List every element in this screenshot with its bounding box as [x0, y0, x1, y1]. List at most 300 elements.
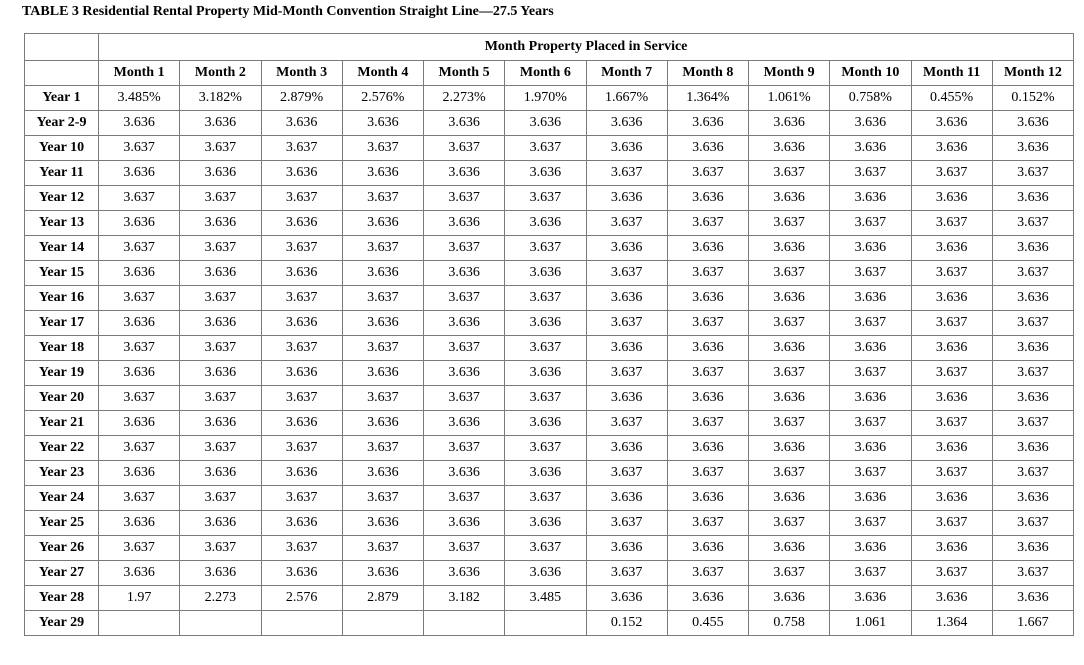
table-cell: 3.636 — [830, 186, 911, 211]
table-cell: 3.637 — [180, 136, 261, 161]
table-cell: 3.636 — [505, 461, 586, 486]
table-cell: 3.637 — [667, 461, 748, 486]
table-cell: 3.637 — [667, 411, 748, 436]
table-cell: 3.636 — [261, 261, 342, 286]
table-cell: 3.636 — [424, 111, 505, 136]
table-cell: 3.637 — [342, 286, 423, 311]
table-cell: 3.636 — [261, 111, 342, 136]
table-cell: 3.637 — [586, 311, 667, 336]
table-cell: 3.636 — [261, 361, 342, 386]
table-cell: 3.637 — [505, 486, 586, 511]
row-year-label: Year 28 — [25, 586, 99, 611]
column-header: Month 6 — [505, 61, 586, 86]
table-cell: 3.637 — [586, 211, 667, 236]
table-cell: 3.636 — [180, 561, 261, 586]
table-cell: 3.636 — [749, 486, 830, 511]
table-cell: 3.637 — [911, 211, 992, 236]
table-cell: 3.637 — [911, 411, 992, 436]
table-cell: 2.273 — [180, 586, 261, 611]
table-cell: 3.636 — [667, 536, 748, 561]
table-cell: 3.637 — [667, 311, 748, 336]
table-cell: 3.636 — [830, 536, 911, 561]
table-cell: 3.637 — [992, 211, 1073, 236]
table-cell: 3.636 — [992, 111, 1073, 136]
table-row — [25, 561, 1074, 586]
table-cell: 3.636 — [99, 261, 180, 286]
table-cell: 3.637 — [342, 536, 423, 561]
table-cell: 3.636 — [342, 111, 423, 136]
table-cell: 3.636 — [505, 511, 586, 536]
table-cell: 3.637 — [99, 436, 180, 461]
table-cell: 3.636 — [180, 361, 261, 386]
table-cell: 3.636 — [342, 411, 423, 436]
table-row — [25, 261, 1074, 286]
table-cell: 3.637 — [180, 186, 261, 211]
table-cell: 3.636 — [667, 136, 748, 161]
table-cell: 3.636 — [180, 161, 261, 186]
table-cell: 3.636 — [830, 336, 911, 361]
table-cell: 3.637 — [180, 536, 261, 561]
table-row — [25, 461, 1074, 486]
row-year-label: Year 12 — [25, 186, 99, 211]
table-cell: 3.636 — [180, 311, 261, 336]
table-cell: 3.636 — [911, 111, 992, 136]
table-cell: 3.636 — [586, 536, 667, 561]
table-cell: 3.636 — [99, 211, 180, 236]
table-cell: 1.667 — [992, 611, 1073, 636]
table-cell: 3.637 — [99, 336, 180, 361]
table-cell: 3.637 — [424, 336, 505, 361]
table-row — [25, 311, 1074, 336]
row-year-label: Year 27 — [25, 561, 99, 586]
table-cell: 3.636 — [505, 161, 586, 186]
table-cell: 3.637 — [830, 561, 911, 586]
table-row — [25, 536, 1074, 561]
table-cell: 3.636 — [424, 411, 505, 436]
table-cell: 3.485 — [505, 586, 586, 611]
table-cell: 3.637 — [830, 161, 911, 186]
table-cell: 3.636 — [749, 136, 830, 161]
table-cell: 3.637 — [830, 311, 911, 336]
table-cell: 3.636 — [830, 236, 911, 261]
table-cell: 0.455% — [911, 86, 992, 111]
table-cell: 3.637 — [911, 561, 992, 586]
table-cell: 3.637 — [667, 261, 748, 286]
table-cell: 0.152% — [992, 86, 1073, 111]
table-cell: 3.637 — [830, 361, 911, 386]
table-cell: 3.636 — [99, 511, 180, 536]
column-header: Month 1 — [99, 61, 180, 86]
table-cell: 3.636 — [180, 411, 261, 436]
table-cell: 3.636 — [342, 511, 423, 536]
column-header: Month 11 — [911, 61, 992, 86]
table-row — [25, 161, 1074, 186]
table-cell: 3.636 — [424, 311, 505, 336]
table-cell: 3.637 — [830, 461, 911, 486]
table-cell: 3.636 — [749, 386, 830, 411]
table-cell: 3.637 — [180, 436, 261, 461]
table-cell: 0.455 — [667, 611, 748, 636]
table-cell: 3.636 — [261, 511, 342, 536]
table-cell: 3.637 — [180, 486, 261, 511]
table-cell: 3.636 — [424, 361, 505, 386]
table-cell: 3.637 — [911, 161, 992, 186]
table-row — [25, 211, 1074, 236]
table-cell: 3.636 — [992, 586, 1073, 611]
table-row — [25, 386, 1074, 411]
table-cell: 3.636 — [180, 511, 261, 536]
table-cell: 3.637 — [99, 136, 180, 161]
table-cell: 3.636 — [342, 561, 423, 586]
column-header: Month 9 — [749, 61, 830, 86]
table-cell: 3.637 — [586, 511, 667, 536]
table-cell — [99, 611, 180, 636]
table-cell — [424, 611, 505, 636]
table-cell: 3.636 — [992, 286, 1073, 311]
table-cell: 3.636 — [911, 136, 992, 161]
table-cell: 3.637 — [911, 361, 992, 386]
table-cell: 3.637 — [424, 386, 505, 411]
table-cell: 2.273% — [424, 86, 505, 111]
table-cell: 3.636 — [180, 111, 261, 136]
table-cell: 2.576% — [342, 86, 423, 111]
table-cell: 3.636 — [749, 586, 830, 611]
table-cell: 3.637 — [749, 561, 830, 586]
table-cell: 3.485% — [99, 86, 180, 111]
table-cell: 0.758% — [830, 86, 911, 111]
table-cell: 3.637 — [261, 436, 342, 461]
table-cell: 1.364 — [911, 611, 992, 636]
table-cell: 3.637 — [99, 386, 180, 411]
table-cell: 3.636 — [749, 111, 830, 136]
column-header: Month 4 — [342, 61, 423, 86]
table-cell: 3.637 — [261, 136, 342, 161]
table-cell: 3.636 — [424, 461, 505, 486]
table-cell: 2.879% — [261, 86, 342, 111]
row-year-label: Year 2-9 — [25, 111, 99, 136]
table-cell: 3.636 — [424, 211, 505, 236]
row-year-label: Year 17 — [25, 311, 99, 336]
table-cell: 3.636 — [505, 261, 586, 286]
row-year-label: Year 26 — [25, 536, 99, 561]
table-cell: 3.636 — [99, 461, 180, 486]
table-cell: 3.637 — [180, 336, 261, 361]
table-cell: 3.637 — [424, 186, 505, 211]
row-year-label: Year 24 — [25, 486, 99, 511]
table-cell: 3.636 — [992, 436, 1073, 461]
table-cell: 3.636 — [342, 311, 423, 336]
table-cell: 3.636 — [99, 161, 180, 186]
row-year-label: Year 20 — [25, 386, 99, 411]
table-cell: 3.636 — [830, 586, 911, 611]
table-cell: 3.636 — [911, 186, 992, 211]
table-cell: 3.636 — [505, 411, 586, 436]
table-cell: 3.636 — [99, 361, 180, 386]
table-cell: 3.637 — [342, 436, 423, 461]
row-year-label: Year 29 — [25, 611, 99, 636]
table-cell: 3.636 — [911, 486, 992, 511]
table-row — [25, 411, 1074, 436]
table-cell: 3.637 — [424, 436, 505, 461]
table-cell: 3.637 — [505, 286, 586, 311]
table-row — [25, 336, 1074, 361]
table-cell: 3.637 — [505, 386, 586, 411]
table-cell: 3.636 — [667, 436, 748, 461]
table-cell: 3.182 — [424, 586, 505, 611]
table-cell: 3.637 — [99, 286, 180, 311]
table-cell: 3.637 — [261, 186, 342, 211]
table-cell: 3.637 — [992, 261, 1073, 286]
table-cell: 0.152 — [586, 611, 667, 636]
table-cell: 3.636 — [911, 436, 992, 461]
table-title: TABLE 3 Residential Rental Property Mid-Month Convention Straight Line—27.5 Years — [22, 4, 554, 19]
table-cell: 3.636 — [261, 311, 342, 336]
table-cell: 3.636 — [992, 136, 1073, 161]
table-cell: 1.970% — [505, 86, 586, 111]
table-cell: 3.637 — [911, 261, 992, 286]
table-cell: 3.636 — [992, 386, 1073, 411]
row-year-label: Year 25 — [25, 511, 99, 536]
table-cell: 3.182% — [180, 86, 261, 111]
column-header: Month 8 — [667, 61, 748, 86]
table-cell: 3.636 — [830, 436, 911, 461]
table-cell: 3.636 — [830, 136, 911, 161]
table-cell: 3.637 — [586, 361, 667, 386]
table-cell: 3.637 — [505, 136, 586, 161]
table-cell: 3.636 — [261, 411, 342, 436]
table-row — [25, 361, 1074, 386]
table-cell: 3.636 — [667, 111, 748, 136]
table-cell: 3.636 — [586, 286, 667, 311]
row-year-label: Year 10 — [25, 136, 99, 161]
table-cell: 3.637 — [667, 361, 748, 386]
table-cell: 3.637 — [992, 311, 1073, 336]
table-cell: 3.637 — [505, 236, 586, 261]
table-cell: 3.637 — [424, 486, 505, 511]
table-cell: 3.636 — [992, 236, 1073, 261]
table-cell: 3.636 — [424, 161, 505, 186]
table-cell: 3.636 — [667, 286, 748, 311]
table-row — [25, 136, 1074, 161]
table-cell: 3.636 — [342, 361, 423, 386]
table-cell: 3.637 — [749, 461, 830, 486]
table-cell: 3.637 — [505, 436, 586, 461]
table-cell: 3.637 — [342, 486, 423, 511]
table-cell: 3.636 — [992, 536, 1073, 561]
table-cell: 3.637 — [749, 511, 830, 536]
table-cell: 3.636 — [342, 261, 423, 286]
table-cell: 3.637 — [586, 411, 667, 436]
table-cell: 3.637 — [749, 161, 830, 186]
column-header: Month 12 — [992, 61, 1073, 86]
table-cell: 3.636 — [911, 286, 992, 311]
table-cell: 3.637 — [992, 511, 1073, 536]
table-cell: 3.636 — [749, 336, 830, 361]
table-cell: 3.636 — [180, 211, 261, 236]
table-cell: 1.97 — [99, 586, 180, 611]
table-cell: 3.636 — [99, 111, 180, 136]
table-cell: 3.637 — [261, 386, 342, 411]
table-cell: 3.636 — [749, 436, 830, 461]
table-cell: 3.637 — [505, 336, 586, 361]
table-cell: 3.636 — [261, 211, 342, 236]
table-cell: 3.636 — [342, 461, 423, 486]
table-row — [25, 511, 1074, 536]
table-cell: 3.637 — [586, 561, 667, 586]
row-year-label: Year 22 — [25, 436, 99, 461]
table-cell: 3.637 — [180, 236, 261, 261]
table-cell: 3.637 — [586, 261, 667, 286]
table-cell: 3.637 — [749, 311, 830, 336]
table-cell: 3.637 — [992, 411, 1073, 436]
table-cell: 3.636 — [505, 211, 586, 236]
row-year-label: Year 13 — [25, 211, 99, 236]
table-cell: 3.636 — [342, 161, 423, 186]
row-year-label: Year 14 — [25, 236, 99, 261]
table-cell: 3.636 — [99, 411, 180, 436]
row-year-label: Year 19 — [25, 361, 99, 386]
column-header: Month 10 — [830, 61, 911, 86]
year-header-corner — [25, 61, 99, 86]
table-cell: 3.636 — [180, 261, 261, 286]
table-cell: 3.636 — [911, 236, 992, 261]
table-row — [25, 486, 1074, 511]
column-header-row — [25, 61, 1074, 86]
table-cell: 3.637 — [586, 461, 667, 486]
table-cell: 3.636 — [424, 511, 505, 536]
table-cell: 3.636 — [992, 336, 1073, 361]
table-cell: 3.636 — [911, 386, 992, 411]
table-cell: 3.636 — [505, 361, 586, 386]
super-header-row — [25, 34, 1074, 61]
table-cell: 3.636 — [830, 386, 911, 411]
table-cell: 3.636 — [586, 111, 667, 136]
table-cell: 3.636 — [830, 486, 911, 511]
table-cell: 3.637 — [830, 261, 911, 286]
table-cell: 3.636 — [586, 336, 667, 361]
column-header: Month 2 — [180, 61, 261, 86]
table-cell: 3.637 — [424, 236, 505, 261]
table-cell: 3.637 — [342, 186, 423, 211]
column-header: Month 5 — [424, 61, 505, 86]
table-cell: 3.637 — [749, 361, 830, 386]
table-row — [25, 611, 1074, 636]
table-cell: 3.637 — [342, 236, 423, 261]
row-year-label: Year 11 — [25, 161, 99, 186]
table-cell: 3.636 — [586, 436, 667, 461]
table-cell: 3.637 — [586, 161, 667, 186]
table-cell: 3.636 — [586, 586, 667, 611]
table-row — [25, 236, 1074, 261]
table-cell: 3.637 — [830, 411, 911, 436]
table-cell: 3.637 — [261, 536, 342, 561]
table-cell — [505, 611, 586, 636]
table-cell: 3.636 — [261, 161, 342, 186]
table-cell: 0.758 — [749, 611, 830, 636]
table-cell: 3.636 — [749, 186, 830, 211]
table-cell: 3.636 — [667, 186, 748, 211]
table-cell: 3.637 — [830, 511, 911, 536]
table-cell: 3.636 — [586, 136, 667, 161]
table-cell — [180, 611, 261, 636]
table-cell: 3.637 — [261, 336, 342, 361]
table-cell: 2.576 — [261, 586, 342, 611]
table-cell: 3.637 — [505, 186, 586, 211]
table-row — [25, 586, 1074, 611]
table-cell: 3.636 — [992, 186, 1073, 211]
row-year-label: Year 18 — [25, 336, 99, 361]
table-cell: 3.636 — [992, 486, 1073, 511]
column-header: Month 7 — [586, 61, 667, 86]
table-cell: 3.637 — [667, 211, 748, 236]
table-cell: 3.637 — [749, 261, 830, 286]
table-cell: 2.879 — [342, 586, 423, 611]
table-cell: 3.637 — [342, 386, 423, 411]
table-cell: 3.637 — [667, 561, 748, 586]
table-cell: 3.637 — [342, 136, 423, 161]
table-cell: 3.636 — [261, 461, 342, 486]
table-body — [25, 86, 1074, 636]
table-cell: 3.637 — [99, 186, 180, 211]
table-cell: 3.636 — [261, 561, 342, 586]
table-cell: 3.637 — [261, 286, 342, 311]
table-cell: 3.636 — [505, 311, 586, 336]
table-cell: 3.636 — [586, 486, 667, 511]
table-cell: 3.636 — [180, 461, 261, 486]
table-cell: 1.061 — [830, 611, 911, 636]
table-cell: 3.636 — [911, 586, 992, 611]
table-cell: 3.637 — [992, 361, 1073, 386]
table-cell: 3.637 — [261, 236, 342, 261]
row-year-label: Year 15 — [25, 261, 99, 286]
super-header-corner — [25, 34, 99, 61]
table-cell: 3.636 — [424, 561, 505, 586]
table-cell: 3.636 — [749, 536, 830, 561]
table-cell: 3.637 — [667, 511, 748, 536]
table-row — [25, 286, 1074, 311]
table-cell: 3.637 — [992, 161, 1073, 186]
table-cell: 3.636 — [586, 186, 667, 211]
table-cell: 3.636 — [911, 336, 992, 361]
table-cell: 3.637 — [342, 336, 423, 361]
table-cell: 3.636 — [749, 236, 830, 261]
table-cell: 3.636 — [749, 286, 830, 311]
table-cell: 3.636 — [424, 261, 505, 286]
table-cell: 3.637 — [911, 461, 992, 486]
table-cell: 3.636 — [99, 311, 180, 336]
row-year-label: Year 23 — [25, 461, 99, 486]
table-cell: 3.637 — [99, 536, 180, 561]
table-row — [25, 186, 1074, 211]
depreciation-table — [24, 33, 1074, 636]
table-cell: 1.061% — [749, 86, 830, 111]
column-header: Month 3 — [261, 61, 342, 86]
table-cell: 3.636 — [667, 486, 748, 511]
table-row — [25, 111, 1074, 136]
table-cell: 3.637 — [180, 386, 261, 411]
row-year-label: Year 16 — [25, 286, 99, 311]
table-cell: 3.636 — [586, 236, 667, 261]
table-cell: 3.636 — [586, 386, 667, 411]
table-row — [25, 86, 1074, 111]
table-cell: 3.636 — [505, 561, 586, 586]
table-cell: 3.637 — [830, 211, 911, 236]
table-cell: 3.637 — [992, 461, 1073, 486]
depreciation-table-container — [24, 33, 1073, 636]
table-cell: 3.636 — [667, 586, 748, 611]
table-cell: 3.637 — [667, 161, 748, 186]
table-cell: 1.364% — [667, 86, 748, 111]
